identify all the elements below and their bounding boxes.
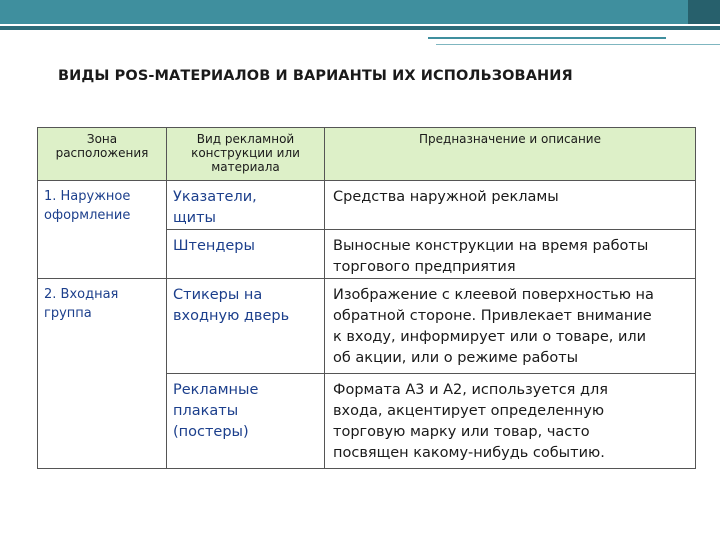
accent-line-thin — [436, 44, 720, 45]
header-purpose: Предназначение и описание — [325, 128, 696, 181]
top-banner-line — [0, 26, 720, 30]
desc-cell: Изображение с клеевой поверхностью на обратной стороне. Привлекает внимание к входу, информирует или о товаре, или об акции, или о режиме работы — [325, 279, 696, 374]
table-row — [38, 181, 696, 230]
slide-title: ВИДЫ POS-МАТЕРИАЛОВ И ВАРИАНТЫ ИХ ИСПОЛЬЗОВАНИЯ — [58, 68, 573, 84]
kind-cell: Стикеры на входную дверь — [167, 279, 325, 374]
table-row — [38, 279, 696, 374]
kind-cell: Указатели, щиты — [167, 181, 325, 230]
desc-cell: Средства наружной рекламы — [325, 181, 696, 230]
table-header-row — [38, 128, 696, 181]
top-banner-corner — [688, 0, 720, 24]
desc-cell: Формата А3 и А2, используется для входа, акцентирует определенную торговую марку или товар, часто посвящен какому-нибудь событию. — [325, 374, 696, 469]
kind-cell: Штендеры — [167, 230, 325, 279]
header-zone: Зона расположения — [38, 128, 167, 181]
pos-materials-table — [37, 127, 696, 469]
desc-cell: Выносные конструкции на время работы торгового предприятия — [325, 230, 696, 279]
zone-cell: 1. Наружное оформление — [38, 181, 167, 279]
accent-line — [428, 37, 666, 39]
header-kind: Вид рекламной конструкции или материала — [167, 128, 325, 181]
top-banner — [0, 0, 720, 24]
kind-cell: Рекламные плакаты (постеры) — [167, 374, 325, 469]
zone-cell: 2. Входная группа — [38, 279, 167, 469]
